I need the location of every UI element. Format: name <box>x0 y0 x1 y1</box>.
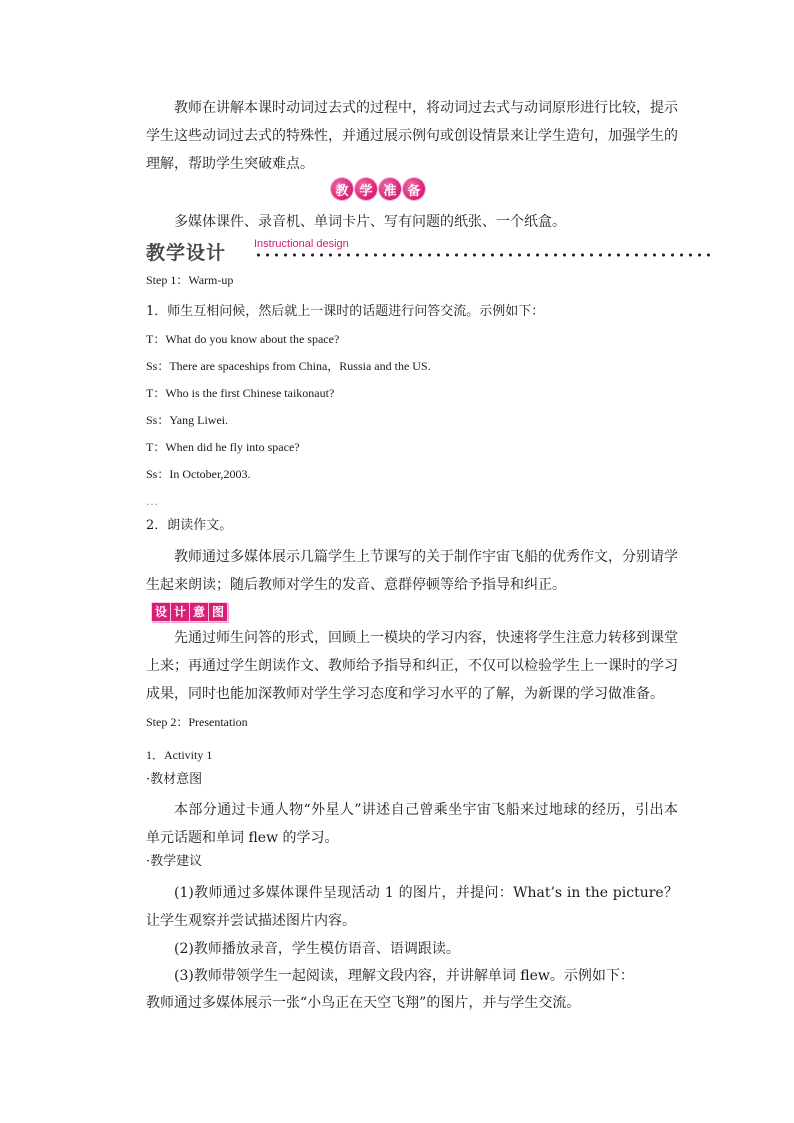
material-intent-text: 本部分通过卡通人物“外星人”讲述自己曾乘坐宇宙飞船来过地球的经历，引出本单元话题和单词 flew 的学习。 <box>146 802 678 846</box>
suggestion-2: (2)教师播放录音，学生模仿语音、语调跟读。 <box>174 941 460 957</box>
ellipsis: … <box>146 494 158 508</box>
step1-heading: Step 1：Warm-up <box>146 273 234 287</box>
step2-heading: Step 2：Presentation <box>146 715 248 729</box>
section-title-en: Instructional design <box>254 238 349 250</box>
dotted-divider <box>254 252 712 258</box>
dialogue-line: T：Who is the first Chinese taikonaut? <box>146 386 335 400</box>
tag-char: 设 <box>151 602 170 622</box>
dialogue-line: T：What do you know about the space? <box>146 332 340 346</box>
design-intent-tag <box>151 602 228 622</box>
material-intent-label: ·教材意图 <box>146 772 203 787</box>
prep-badge-char: 学 <box>355 178 377 200</box>
step1-item2-text: 教师通过多媒体展示几篇学生上节课写的关于制作宇宙飞船的优秀作文，分别请学生起来朗读；随后教师对学生的发音、意群停顿等给予指导和纠正。 <box>146 549 678 593</box>
dialogue-line: Ss：Yang Liwei. <box>146 413 229 427</box>
suggestion-4: 教师通过多媒体展示一张“小鸟正在天空飞翔”的图片，并与学生交流。 <box>146 995 581 1011</box>
section-title: 教学设计 <box>146 242 227 264</box>
intro-paragraph: 教师在讲解本课时动词过去式的过程中，将动词过去式与动词原形进行比较，提示学生这些动词过去式的特殊性，并通过展示例句或创设情景来让学生造句，加强学生的理解，帮助学生突破难点。 <box>146 100 678 172</box>
tag-char: 意 <box>189 602 208 622</box>
dialogue-line: T：When did he fly into space? <box>146 440 300 454</box>
suggestion-1: (1)教师通过多媒体课件呈现活动 1 的图片，并提问：What’s in the picture？让学生观察并尝试描述图片内容。 <box>146 885 678 929</box>
design-section-header <box>146 238 712 268</box>
dialogue-line: Ss：There are spaceships from China，Russia and the US. <box>146 359 431 373</box>
activity-heading: 1．Activity 1 <box>146 748 213 762</box>
dialogue-line: Ss：In October,2003. <box>146 467 251 481</box>
design-intent-text: 先通过师生问答的形式，回顾上一模块的学习内容，快速将学生注意力转移到课堂上来；再通过学生朗读作文、教师给予指导和纠正，不仅可以检验学生上一课时的学习成果，同时也能加深教师对学生学习态度和学习水平的了解，为新课的学习做准备。 <box>146 630 678 702</box>
tag-char: 计 <box>170 602 189 622</box>
prep-badge-char: 教 <box>331 178 353 200</box>
tag-char: 图 <box>208 602 228 622</box>
suggestion-label: ·教学建议 <box>146 854 203 869</box>
step1-item1: 1．师生互相问候，然后就上一课时的话题进行问答交流。示例如下： <box>146 304 545 319</box>
step1-item2: 2．朗读作文。 <box>146 518 233 533</box>
prep-badge-char: 备 <box>403 178 425 200</box>
prep-badge-char: 准 <box>379 178 401 200</box>
prep-badge <box>331 178 425 202</box>
prep-text: 多媒体课件、录音机、单词卡片、写有问题的纸张、一个纸盒。 <box>174 214 566 230</box>
suggestion-3: (3)教师带领学生一起阅读，理解文段内容，并讲解单词 flew。示例如下： <box>174 968 634 984</box>
